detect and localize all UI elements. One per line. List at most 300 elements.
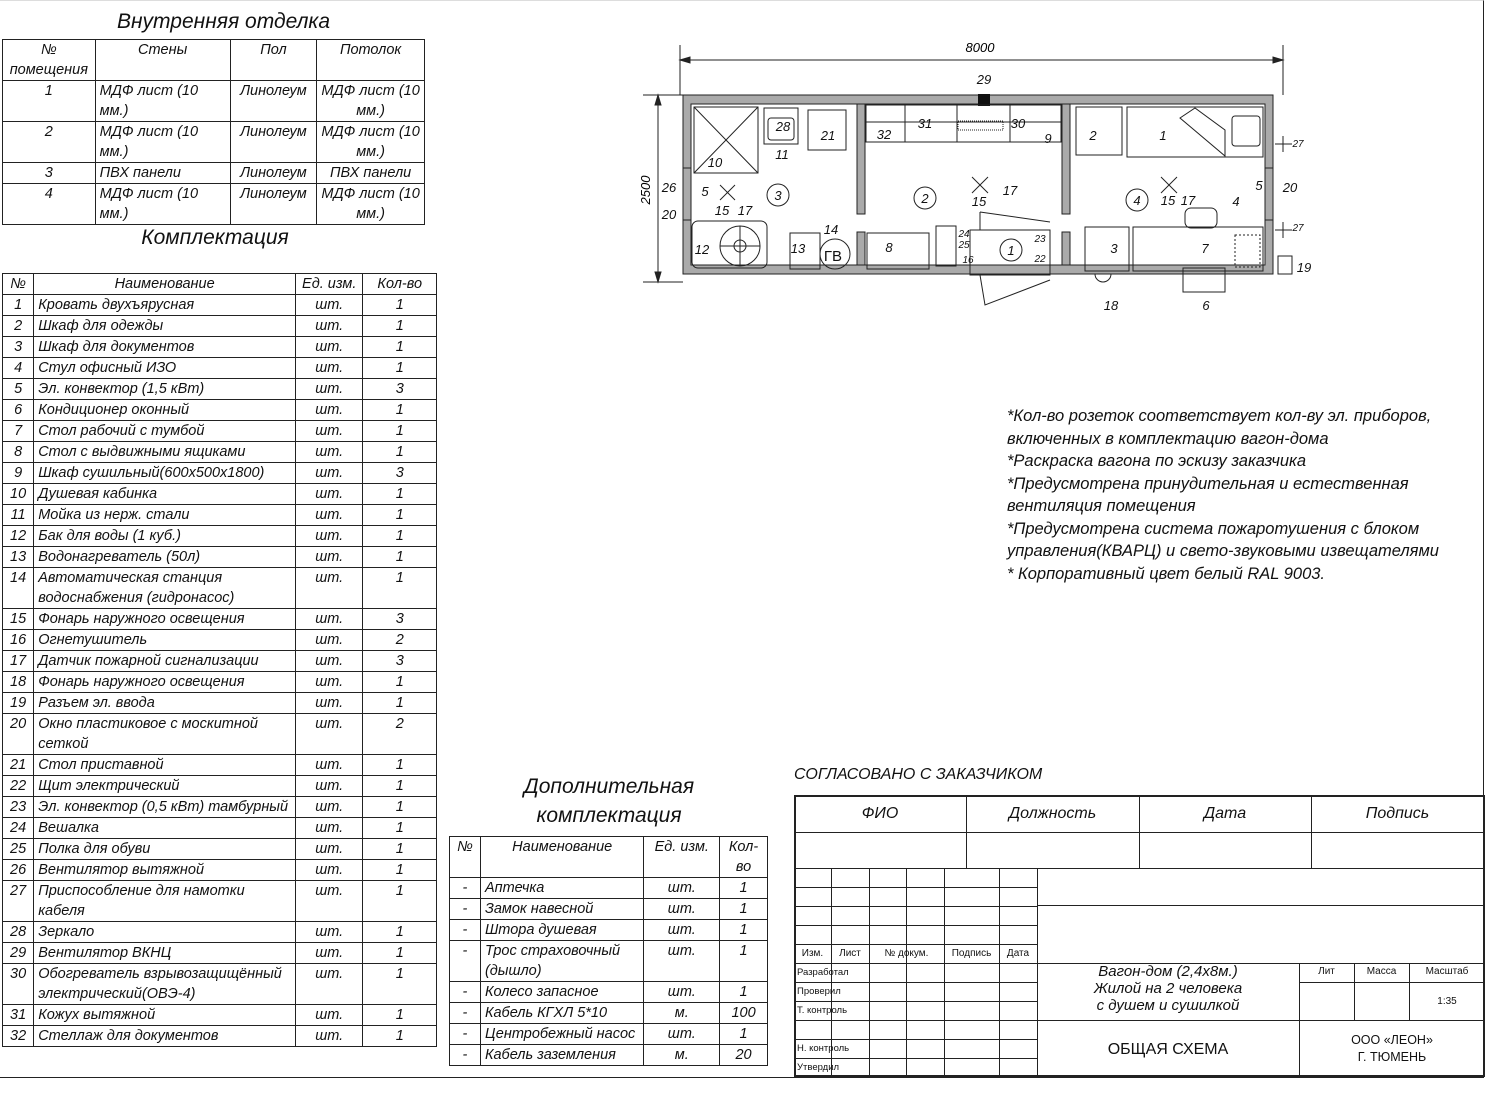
equipment-cell: Стеллаж для документов: [34, 1026, 296, 1047]
equipment-cell: Разъем эл. ввода: [34, 693, 296, 714]
equipment-cell: 3: [363, 609, 437, 630]
stamp-line: [794, 795, 796, 1077]
equipment-cell: 14: [3, 568, 34, 609]
equipment-cell: 2: [363, 630, 437, 651]
equipment-cell: 1: [363, 881, 437, 922]
equipment-cell: шт.: [296, 839, 363, 860]
equipment-row: [3, 943, 437, 964]
equipment-cell: Фонарь наружного освещения: [34, 672, 296, 693]
equipment-cell: 32: [3, 1026, 34, 1047]
equipment-row: [3, 547, 437, 568]
equipment-cell: 27: [3, 881, 34, 922]
stamp-line: [1299, 982, 1485, 983]
equipment-cell: шт.: [296, 421, 363, 442]
plan-label: 17: [1180, 193, 1196, 208]
equipment-cell: 13: [3, 547, 34, 568]
equipment-cell: 10: [3, 484, 34, 505]
plan-label: 18: [1103, 298, 1119, 313]
finish-row: [3, 81, 425, 122]
equipment-cell: Огнетушитель: [34, 630, 296, 651]
extra-row: [450, 899, 768, 920]
finish-title: Внутренняя отделка: [116, 10, 331, 33]
extra-cell: 1: [720, 941, 768, 982]
plan-label: 2: [1089, 128, 1097, 143]
extra-row: [450, 1003, 768, 1024]
plan-width: 2500: [638, 175, 653, 205]
plan-label: 30: [1010, 116, 1026, 131]
equipment-cell: 1: [363, 400, 437, 421]
extra-cell: шт.: [644, 982, 720, 1003]
finish-cell: МДФ лист (10 мм.): [317, 184, 425, 225]
company: ООО «ЛЕОН» Г. ТЮМЕНЬ: [1351, 1033, 1433, 1064]
stamp-line: [1037, 1020, 1485, 1021]
stamp-line: [794, 1020, 1037, 1021]
equipment-cell: 3: [363, 463, 437, 484]
equipment-row: [3, 484, 437, 505]
extra-cell: -: [450, 878, 481, 899]
approval-header: ФИО: [861, 805, 899, 822]
extra-cell: шт.: [644, 920, 720, 941]
plan-label: 24: [958, 229, 970, 240]
equipment-cell: Стул офисный ИЗО: [34, 358, 296, 379]
finish-cell: 2: [3, 122, 96, 163]
plan-label: 15: [1160, 193, 1176, 208]
plan-label: 15: [714, 203, 730, 218]
plan-label: 14: [823, 222, 839, 237]
finish-header: Пол: [230, 40, 317, 81]
equipment-cell: Щит электрический: [34, 776, 296, 797]
plan-label: 11: [775, 147, 789, 162]
equipment-row: [3, 295, 437, 316]
note-line: *Предусмотрена система пожаротушения с блоком управления(КВАРЦ) и свето-звуковыми извещателями: [1007, 519, 1439, 560]
plan-label: 19: [1296, 260, 1312, 275]
equipment-cell: шт.: [296, 400, 363, 421]
plan-label: 22: [1034, 254, 1046, 265]
equipment-row: [3, 776, 437, 797]
equipment-cell: Полка для обуви: [34, 839, 296, 860]
stamp-role: Проверил: [797, 986, 841, 997]
equipment-cell: 31: [3, 1005, 34, 1026]
equipment-cell: шт.: [296, 358, 363, 379]
note-line: *Раскраска вагона по эскизу заказчика: [1007, 452, 1307, 470]
equipment-cell: 29: [3, 943, 34, 964]
equipment-cell: 1: [363, 776, 437, 797]
equipment-row: [3, 337, 437, 358]
extra-cell: 1: [720, 1024, 768, 1045]
equipment-cell: 1: [363, 358, 437, 379]
equipment-row: [3, 922, 437, 943]
stamp-col-header: № докум.: [884, 948, 929, 959]
plan-label: 21: [820, 128, 836, 143]
equipment-row: [3, 651, 437, 672]
approval-header: Подпись: [1365, 805, 1430, 822]
stamp-role: Разработал: [797, 967, 849, 978]
extra-cell: шт.: [644, 1024, 720, 1045]
plan-label: 1: [1159, 128, 1167, 143]
equipment-cell: Стол приставной: [34, 755, 296, 776]
equipment-cell: 4: [3, 358, 34, 379]
stamp-line: [794, 868, 1037, 869]
equipment-row: [3, 316, 437, 337]
equipment-cell: шт.: [296, 964, 363, 1005]
equipment-row: [3, 693, 437, 714]
equipment-cell: 1: [363, 797, 437, 818]
extra-cell: шт.: [644, 878, 720, 899]
finish-cell: МДФ лист (10 мм.): [317, 81, 425, 122]
equipment-cell: 3: [3, 337, 34, 358]
equipment-cell: Обогреватель взрывозащищённый электрический(ОВЭ-4): [34, 964, 296, 1005]
stamp-line: [794, 982, 1037, 983]
equipment-cell: 9: [3, 463, 34, 484]
equipment-row: [3, 714, 437, 755]
finish-cell: ПВХ панели: [317, 163, 425, 184]
equipment-cell: шт.: [296, 651, 363, 672]
equipment-cell: Окно пластиковое с москитной сеткой: [34, 714, 296, 755]
sheet-title: ОБЩАЯ СХЕМА: [1107, 1041, 1229, 1058]
equipment-cell: шт.: [296, 818, 363, 839]
stamp-col-header: Подпись: [951, 948, 992, 959]
equipment-cell: шт.: [296, 943, 363, 964]
stamp-scale-label: Масштаб: [1425, 966, 1469, 977]
equipment-cell: шт.: [296, 672, 363, 693]
equipment-cell: Шкаф для одежды: [34, 316, 296, 337]
plan-label: 9: [1044, 131, 1052, 146]
equipment-cell: 5: [3, 379, 34, 400]
equipment-cell: шт.: [296, 379, 363, 400]
equipment-cell: шт.: [296, 881, 363, 922]
equipment-cell: 6: [3, 400, 34, 421]
equipment-cell: шт.: [296, 463, 363, 484]
plan-label: 3: [1110, 241, 1118, 256]
stamp-line: [906, 868, 907, 1077]
equipment-cell: 21: [3, 755, 34, 776]
extra-cell: 1: [720, 920, 768, 941]
equipment-cell: Кровать двухъярусная: [34, 295, 296, 316]
extra-row: [450, 1024, 768, 1045]
stamp-line: [794, 1039, 1037, 1040]
extra-header: Наименование: [480, 837, 644, 878]
equipment-cell: 28: [3, 922, 34, 943]
equipment-cell: 8: [3, 442, 34, 463]
equipment-cell: Шкаф для документов: [34, 337, 296, 358]
finish-header: Потолок: [317, 40, 425, 81]
equipment-cell: Шкаф сушильный(600х500х1800): [34, 463, 296, 484]
equipment-cell: 1: [363, 316, 437, 337]
plan-label: 27: [1292, 223, 1304, 234]
plan-label: 26: [661, 180, 677, 195]
finish-row: [3, 184, 425, 225]
note-line: *Предусмотрена принудительная и естественная вентиляция помещения: [1007, 474, 1409, 515]
plan-label: 8: [885, 240, 893, 255]
equipment-cell: 1: [363, 295, 437, 316]
stamp-role: Н. контроль: [797, 1043, 850, 1054]
extra-cell: Кабель КГХЛ 5*10: [480, 1003, 644, 1024]
plan-label: 4: [1232, 194, 1240, 209]
equipment-row: [3, 358, 437, 379]
equipment-cell: Стол с выдвижными ящиками: [34, 442, 296, 463]
finish-cell: МДФ лист (10 мм.): [95, 81, 230, 122]
equipment-cell: 19: [3, 693, 34, 714]
equipment-cell: 1: [363, 1026, 437, 1047]
equipment-row: [3, 860, 437, 881]
title-block: [794, 795, 1485, 1077]
equipment-cell: шт.: [296, 337, 363, 358]
equipment-row: [3, 505, 437, 526]
equipment-cell: 1: [363, 693, 437, 714]
equipment-cell: Душевая кабинка: [34, 484, 296, 505]
equipment-cell: Зеркало: [34, 922, 296, 943]
equipment-cell: 16: [3, 630, 34, 651]
equipment-cell: 22: [3, 776, 34, 797]
equipment-cell: шт.: [296, 316, 363, 337]
equipment-cell: шт.: [296, 568, 363, 609]
equipment-row: [3, 1005, 437, 1026]
approval-header: Должность: [1008, 805, 1097, 822]
stamp-line: [999, 868, 1000, 1077]
equipment-row: [3, 672, 437, 693]
equipment-row: [3, 964, 437, 1005]
equipment-cell: 11: [3, 505, 34, 526]
equipment-cell: шт.: [296, 755, 363, 776]
equipment-cell: Бак для воды (1 куб.): [34, 526, 296, 547]
equipment-cell: шт.: [296, 484, 363, 505]
plan-label: 17: [737, 203, 753, 218]
equipment-cell: 18: [3, 672, 34, 693]
equipment-row: [3, 881, 437, 922]
plan-label: ГВ: [823, 248, 843, 265]
extra-cell: шт.: [644, 941, 720, 982]
stamp-line: [794, 887, 1037, 888]
extra-cell: -: [450, 1003, 481, 1024]
stamp-line: [794, 1058, 1037, 1059]
project-title: Вагон-дом (2,4х8м.) Жилой на 2 человека с душем и сушилкой: [1093, 963, 1243, 1014]
equipment-cell: 24: [3, 818, 34, 839]
equipment-cell: 26: [3, 860, 34, 881]
equipment-row: [3, 755, 437, 776]
plan-label: 5: [1255, 178, 1263, 193]
plan-label: 25: [958, 240, 970, 251]
equipment-row: [3, 421, 437, 442]
extra-row: [450, 920, 768, 941]
stamp-line: [794, 1001, 1037, 1002]
equipment-cell: Стол рабочий с тумбой: [34, 421, 296, 442]
finish-cell: 4: [3, 184, 96, 225]
equipment-row: [3, 839, 437, 860]
extra-header: Ед. изм.: [644, 837, 720, 878]
equipment-row: [3, 568, 437, 609]
equipment-cell: Эл. конвектор (0,5 кВт) тамбурный: [34, 797, 296, 818]
equipment-cell: Автоматическая станция водоснабжения (гидронасос): [34, 568, 296, 609]
finish-cell: МДФ лист (10 мм.): [317, 122, 425, 163]
stamp-lit: Лит: [1318, 966, 1335, 977]
stamp-line: [794, 944, 1037, 945]
equipment-cell: шт.: [296, 630, 363, 651]
plan-label: 16: [962, 255, 974, 266]
equipment-cell: 1: [363, 755, 437, 776]
finish-header: Стены: [95, 40, 230, 81]
equipment-cell: Водонагреватель (50л): [34, 547, 296, 568]
extra-cell: Штора душевая: [480, 920, 644, 941]
extra-cell: Трос страховочный (дышло): [480, 941, 644, 982]
equipment-header: Ед. изм.: [296, 274, 363, 295]
plan-label: 7: [1201, 241, 1209, 256]
finish-cell: Линолеум: [230, 184, 317, 225]
equipment-cell: 1: [363, 672, 437, 693]
equipment-cell: 17: [3, 651, 34, 672]
equipment-cell: 1: [363, 964, 437, 1005]
equipment-cell: Эл. конвектор (1,5 кВт): [34, 379, 296, 400]
equipment-cell: шт.: [296, 797, 363, 818]
equipment-table: [2, 273, 437, 1047]
equipment-cell: 2: [363, 714, 437, 755]
equipment-cell: Вешалка: [34, 818, 296, 839]
finish-cell: Линолеум: [230, 163, 317, 184]
stamp-role: Т. контроль: [797, 1005, 848, 1016]
equipment-cell: шт.: [296, 547, 363, 568]
note-line: *Кол-во розеток соответствует кол-ву эл. приборов, включенных в комплектацию вагон-дома: [1007, 407, 1432, 448]
plan-length: 8000: [965, 40, 995, 55]
equipment-cell: 1: [363, 547, 437, 568]
stamp-line: [944, 868, 945, 1077]
finish-cell: МДФ лист (10 мм.): [95, 184, 230, 225]
plan-label: 3: [774, 188, 782, 203]
equipment-row: [3, 379, 437, 400]
equipment-row: [3, 526, 437, 547]
equipment-header: Наименование: [34, 274, 296, 295]
equipment-cell: 1: [363, 922, 437, 943]
equipment-cell: шт.: [296, 922, 363, 943]
finish-cell: ПВХ панели: [95, 163, 230, 184]
equipment-cell: шт.: [296, 776, 363, 797]
equipment-cell: 3: [363, 379, 437, 400]
equipment-cell: 1: [363, 442, 437, 463]
plan-label: 12: [694, 242, 710, 257]
equipment-cell: Вентилятор ВКНЦ: [34, 943, 296, 964]
equipment-cell: 1: [363, 484, 437, 505]
equipment-cell: 15: [3, 609, 34, 630]
equipment-cell: 1: [363, 568, 437, 609]
finish-row: [3, 163, 425, 184]
extra-row: [450, 878, 768, 899]
extra-cell: Колесо запасное: [480, 982, 644, 1003]
extra-table: [449, 836, 768, 1066]
plan-label: 27: [1292, 139, 1304, 150]
stamp-line: [1037, 905, 1485, 906]
equipment-cell: 2: [3, 316, 34, 337]
equipment-cell: Мойка из нерж. стали: [34, 505, 296, 526]
finish-cell: Линолеум: [230, 122, 317, 163]
plan-label: 20: [1282, 180, 1298, 195]
stamp-mass: Масса: [1366, 966, 1397, 977]
equipment-cell: Кожух вытяжной: [34, 1005, 296, 1026]
equipment-row: [3, 630, 437, 651]
equipment-row: [3, 797, 437, 818]
plan-label: 13: [790, 241, 806, 256]
equipment-cell: 30: [3, 964, 34, 1005]
extra-header: №: [450, 837, 481, 878]
extra-cell: -: [450, 982, 481, 1003]
extra-cell: м.: [644, 1045, 720, 1066]
equipment-cell: Приспособление для намотки кабеля: [34, 881, 296, 922]
equipment-cell: 1: [363, 943, 437, 964]
equipment-row: [3, 818, 437, 839]
plan-label: 17: [1002, 183, 1018, 198]
finish-cell: МДФ лист (10 мм.): [95, 122, 230, 163]
extra-row: [450, 941, 768, 982]
plan-label: 15: [971, 194, 987, 209]
plan-label: 4: [1133, 193, 1141, 208]
equipment-cell: 23: [3, 797, 34, 818]
plan-label: 10: [707, 155, 723, 170]
stamp-col-header: Лист: [839, 948, 861, 959]
equipment-cell: Датчик пожарной сигнализации: [34, 651, 296, 672]
equipment-row: [3, 463, 437, 484]
extra-row: [450, 1045, 768, 1066]
equipment-cell: 1: [363, 526, 437, 547]
stamp-col-header: Изм.: [801, 948, 824, 959]
equipment-cell: 3: [363, 651, 437, 672]
plan-label: 6: [1202, 298, 1210, 313]
extra-cell: -: [450, 899, 481, 920]
equipment-cell: шт.: [296, 714, 363, 755]
stamp-line: [794, 925, 1037, 926]
extra-row: [450, 982, 768, 1003]
equipment-cell: Вентилятор вытяжной: [34, 860, 296, 881]
plan-label: 23: [1034, 234, 1046, 245]
equipment-header: №: [3, 274, 34, 295]
extra-cell: 100: [720, 1003, 768, 1024]
plan-label: 1: [1007, 243, 1015, 258]
equipment-cell: Кондиционер оконный: [34, 400, 296, 421]
equipment-cell: 1: [363, 860, 437, 881]
plan-label: 32: [876, 127, 892, 142]
equipment-cell: 25: [3, 839, 34, 860]
plan-label: 5: [701, 184, 709, 199]
equipment-cell: шт.: [296, 1005, 363, 1026]
equipment-cell: 1: [363, 337, 437, 358]
plan-label: 31: [917, 116, 933, 131]
equipment-cell: Фонарь наружного освещения: [34, 609, 296, 630]
extra-cell: Кабель заземления: [480, 1045, 644, 1066]
extra-cell: 1: [720, 899, 768, 920]
equipment-cell: шт.: [296, 295, 363, 316]
extra-title: Дополнительная комплектация: [523, 775, 695, 827]
extra-cell: Замок навесной: [480, 899, 644, 920]
plan-label: 20: [661, 207, 677, 222]
finish-header: № помещения: [3, 40, 96, 81]
equipment-row: [3, 442, 437, 463]
equipment-cell: 7: [3, 421, 34, 442]
equipment-cell: 1: [363, 505, 437, 526]
extra-cell: Центробежный насос: [480, 1024, 644, 1045]
extra-cell: 1: [720, 878, 768, 899]
stamp-col-header: Дата: [1006, 948, 1030, 959]
finish-cell: 1: [3, 81, 96, 122]
plan-label: 29: [976, 72, 992, 87]
stamp-line: [794, 963, 1037, 964]
finish-table: [2, 39, 425, 225]
equipment-cell: 1: [3, 295, 34, 316]
approval-header: Дата: [1203, 805, 1247, 822]
extra-cell: Аптечка: [480, 878, 644, 899]
extra-cell: -: [450, 920, 481, 941]
extra-cell: -: [450, 941, 481, 982]
stamp-role: Утвердил: [797, 1062, 840, 1073]
equipment-cell: 1: [363, 1005, 437, 1026]
plan-label: 2: [921, 191, 929, 206]
equipment-cell: шт.: [296, 505, 363, 526]
finish-cell: Линолеум: [230, 81, 317, 122]
